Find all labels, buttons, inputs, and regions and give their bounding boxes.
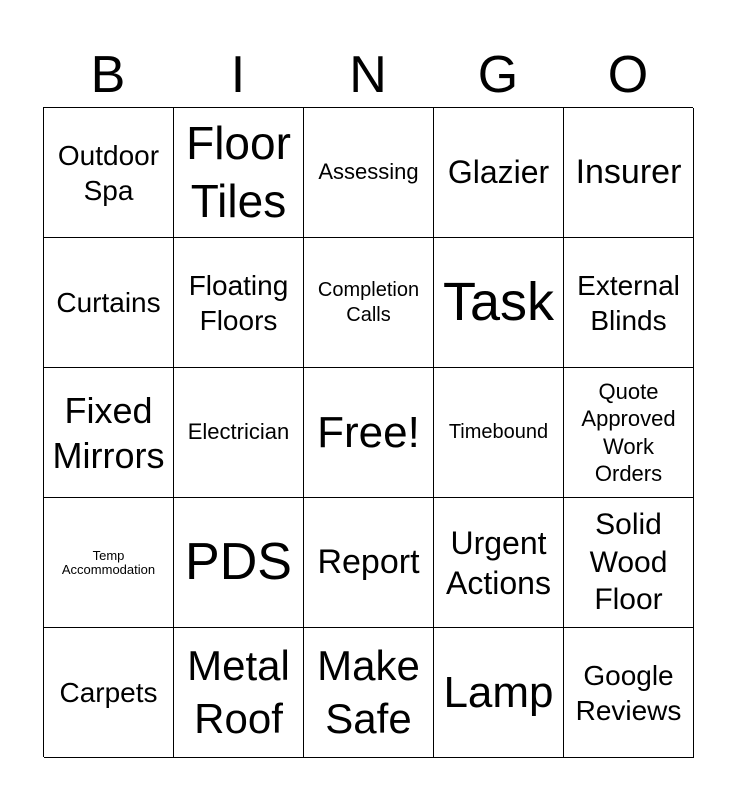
bingo-cell[interactable] (564, 238, 694, 368)
bingo-cell[interactable] (434, 238, 564, 368)
cell-label: PDS (185, 533, 292, 592)
cell-label: Timebound (448, 421, 549, 444)
bingo-cell[interactable] (44, 238, 174, 368)
cell-label: Floating Floors (188, 269, 289, 336)
header-letter-i: I (230, 46, 246, 104)
bingo-cell[interactable] (174, 238, 304, 368)
bingo-cell[interactable] (564, 498, 694, 628)
cell-label: Report (317, 543, 420, 582)
bingo-cell[interactable] (44, 498, 174, 628)
cell-label: External Blinds (577, 269, 680, 336)
bingo-cell[interactable] (564, 368, 694, 498)
header-letter-n: N (349, 46, 387, 104)
bingo-cell[interactable] (174, 498, 304, 628)
bingo-cell[interactable] (174, 108, 304, 238)
bingo-cell[interactable] (564, 108, 694, 238)
cell-label: Glazier (447, 153, 550, 190)
header-letter-g: G (477, 46, 519, 104)
bingo-cell[interactable] (434, 498, 564, 628)
free-space-label: Free! (317, 407, 420, 457)
cell-label: Insurer (575, 153, 682, 192)
cell-label: Google Reviews (575, 659, 682, 726)
header-letter-o: O (607, 46, 649, 104)
cell-label: Quote Approved Work Orders (581, 378, 676, 486)
bingo-cell[interactable] (304, 108, 434, 238)
bingo-cell[interactable] (434, 628, 564, 758)
cell-label: Make Safe (317, 642, 420, 742)
bingo-cell[interactable] (174, 628, 304, 758)
cell-label: Assessing (318, 159, 419, 185)
bingo-cell[interactable] (434, 108, 564, 238)
bingo-cell[interactable] (564, 628, 694, 758)
cell-label: Carpets (59, 676, 158, 708)
header-letter-b: B (90, 46, 126, 104)
cell-label: Electrician (187, 419, 290, 445)
cell-label: Outdoor Spa (57, 139, 160, 206)
bingo-cell[interactable] (434, 368, 564, 498)
bingo-cell[interactable] (44, 108, 174, 238)
cell-label: Lamp (443, 667, 554, 717)
bingo-grid (43, 107, 693, 757)
bingo-cell[interactable] (44, 368, 174, 498)
cell-label: Floor Tiles (186, 117, 291, 227)
cell-label: Completion Calls (317, 278, 420, 326)
free-space-cell[interactable] (304, 368, 434, 498)
bingo-header (43, 44, 693, 106)
bingo-cell[interactable] (304, 498, 434, 628)
bingo-cell[interactable] (304, 628, 434, 758)
cell-label: Solid Wood Floor (589, 508, 668, 617)
cell-label: Temp Accommodation (61, 547, 156, 577)
cell-label: Curtains (56, 286, 161, 318)
bingo-cell[interactable] (44, 628, 174, 758)
cell-label: Task (442, 272, 555, 333)
cell-label: Fixed Mirrors (52, 389, 165, 476)
bingo-cell[interactable] (304, 238, 434, 368)
cell-label: Metal Roof (187, 642, 290, 742)
cell-label: Urgent Actions (446, 524, 551, 601)
bingo-cell[interactable] (174, 368, 304, 498)
